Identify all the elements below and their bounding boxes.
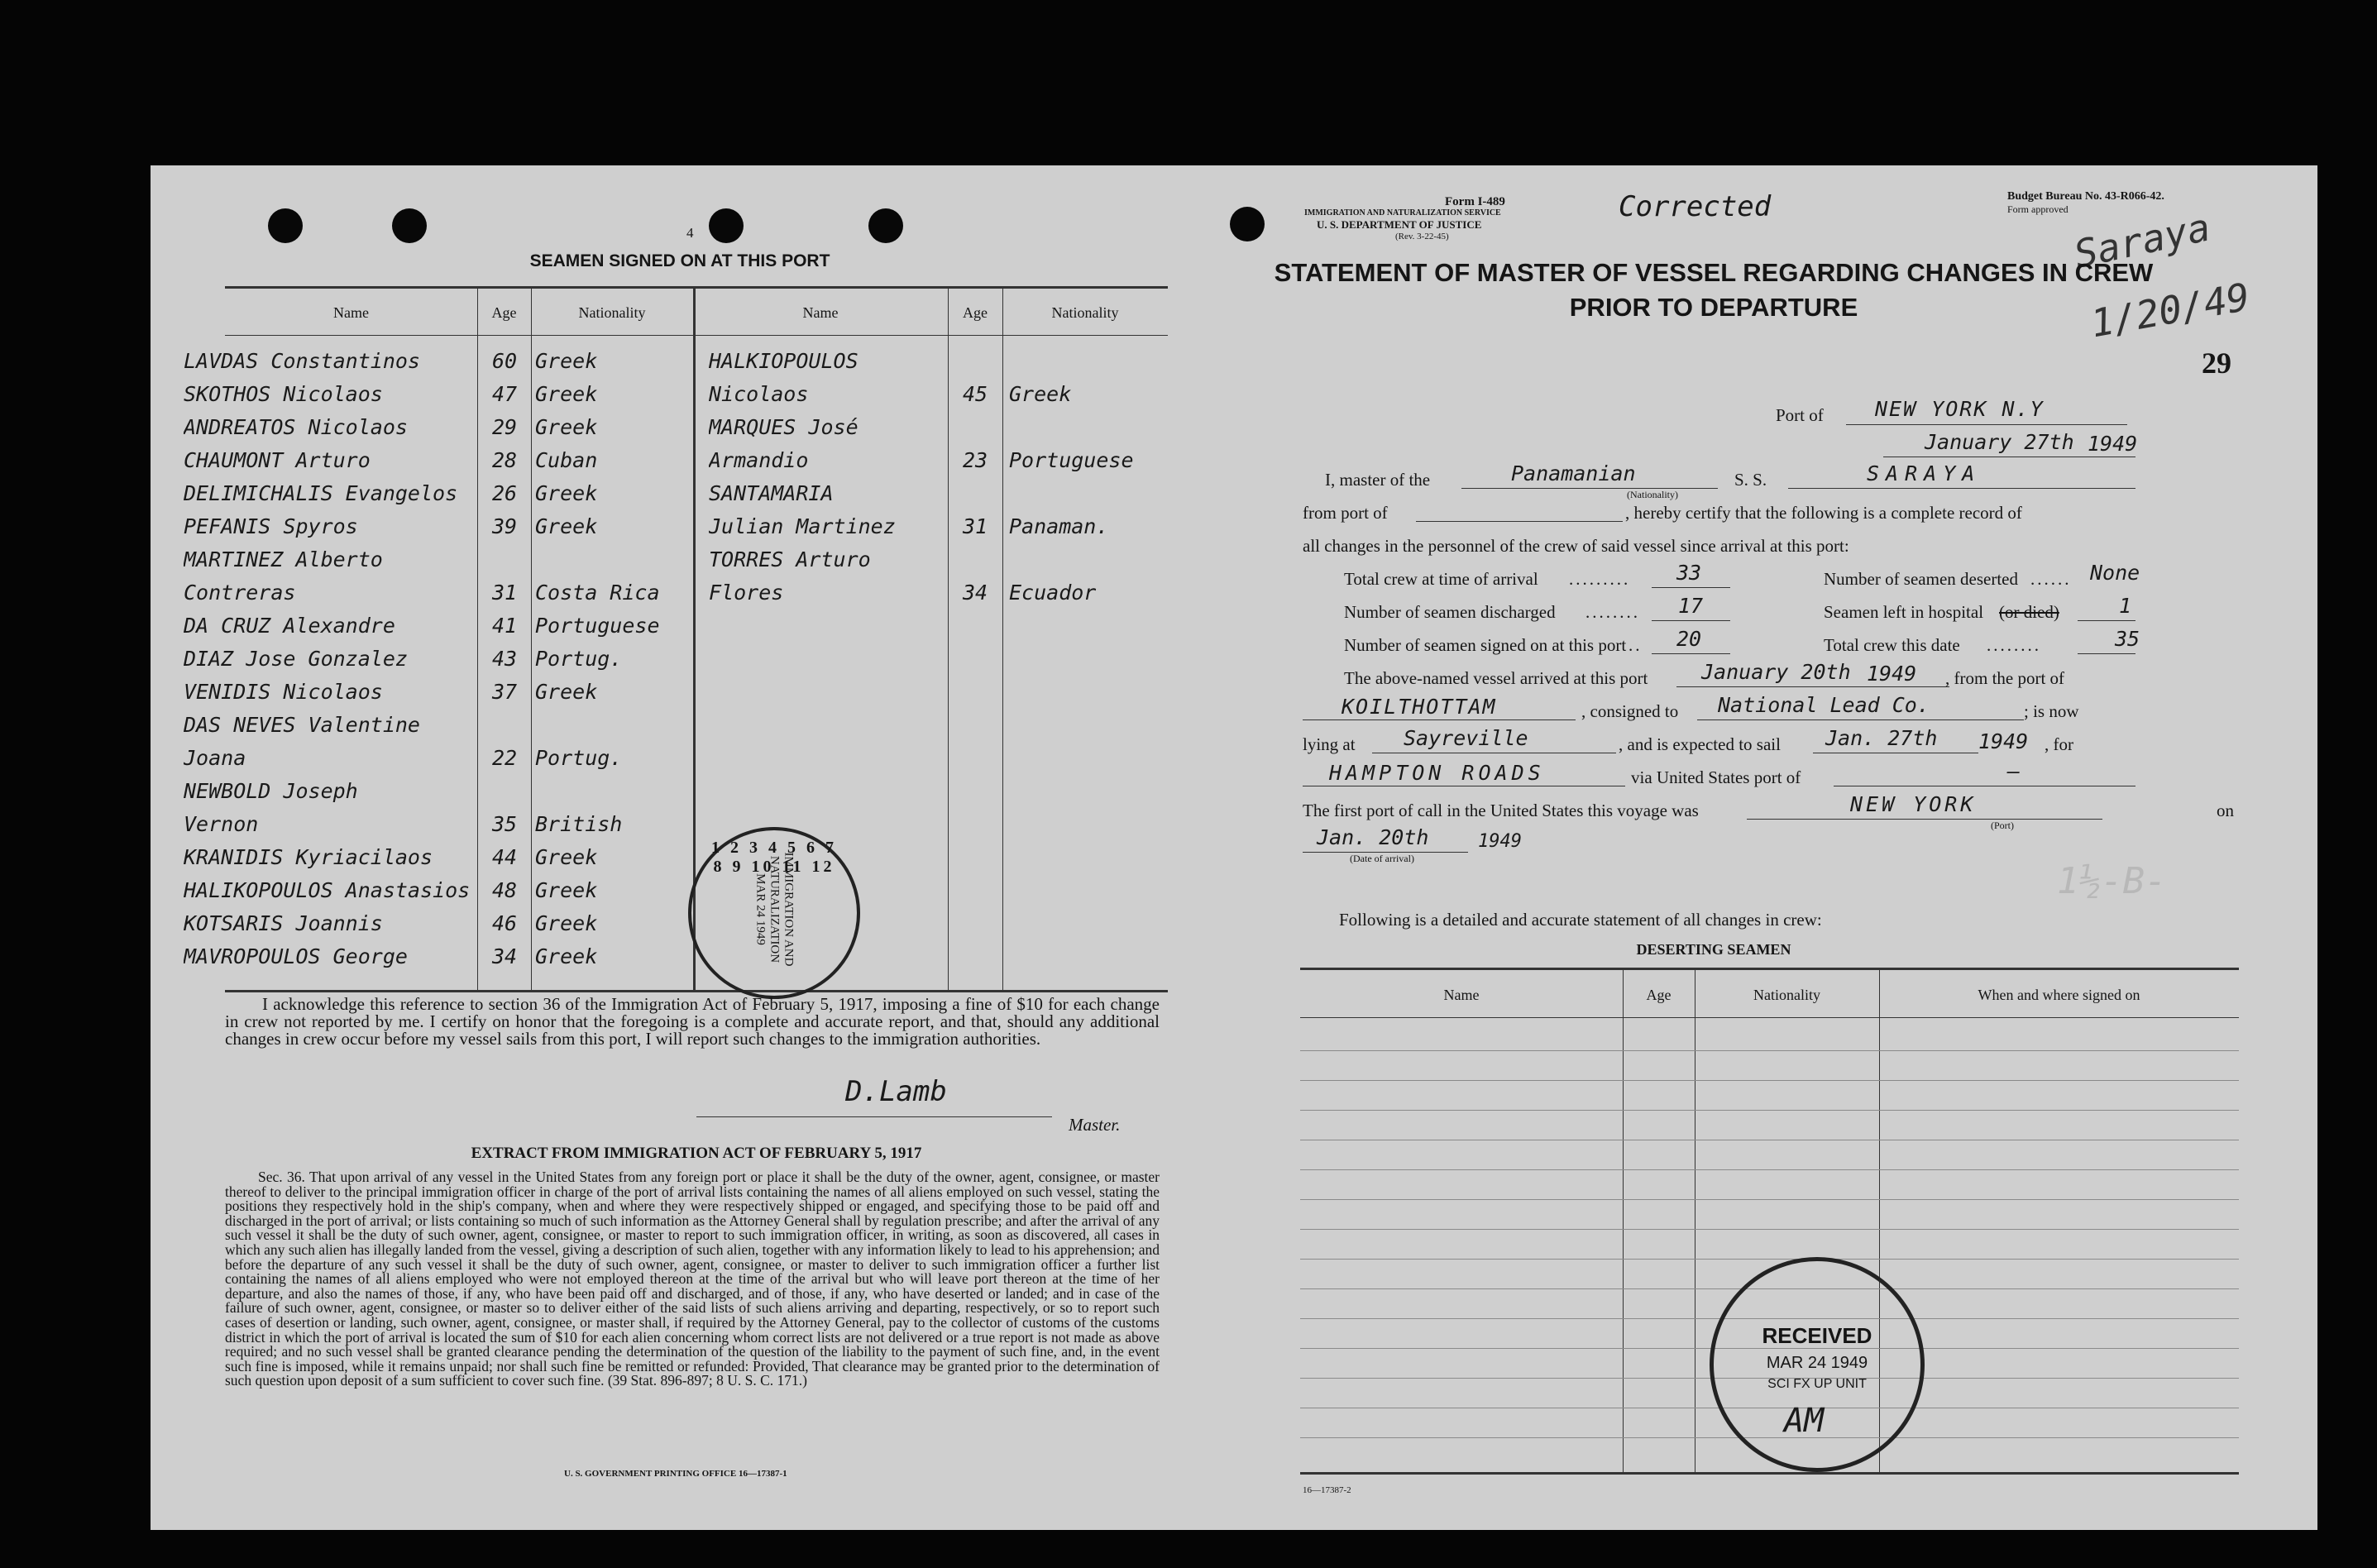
col-header-nationality: Nationality — [578, 304, 646, 321]
total-crew-arrival-label: Total crew at time of arrival — [1344, 569, 1538, 589]
crew-name: Nicolaos — [709, 382, 809, 406]
master-label: Master. — [1069, 1115, 1121, 1135]
crew-age: 60 — [491, 349, 518, 373]
crew-name: Julian Martinez — [709, 514, 896, 538]
table-bottom-rule — [1300, 1472, 2239, 1475]
crew-nat: Ecuador — [1009, 581, 1097, 605]
corrected-note: Corrected — [1619, 190, 1772, 223]
port-line — [1846, 424, 2127, 425]
value-line — [2078, 653, 2135, 654]
punch-hole — [392, 208, 427, 243]
page-number: 29 — [2202, 347, 2231, 380]
punch-hole — [268, 208, 303, 243]
lying-at: Sayreville — [1404, 726, 1528, 750]
consignee-line — [1697, 719, 2024, 720]
col-header-age: Age — [963, 304, 988, 321]
on-label: on — [2217, 801, 2234, 820]
ship-name: SARAYA — [1867, 461, 1982, 485]
first-port-line — [1747, 819, 2102, 820]
crew-nat: Greek — [535, 349, 598, 373]
crew-name: ANDREATOS Nicolaos — [184, 415, 408, 439]
crew-name: TORRES Arturo — [709, 547, 871, 571]
crew-age: 31 — [491, 581, 518, 605]
stamp-text: IMMIGRATION AND NATURALIZATION MAR 24 1949 — [753, 852, 796, 967]
statement-title-line2: PRIOR TO DEPARTURE — [1569, 293, 1858, 322]
deserted-label: Number of seamen deserted — [1824, 569, 2018, 589]
crew-name: KOTSARIS Joannis — [184, 911, 383, 935]
received-stamp-unit: SCI FX UP UNIT — [1767, 1377, 1867, 1391]
signed-on: 20 — [1676, 627, 1702, 651]
for-label: , for — [2045, 734, 2073, 754]
crew-age: 44 — [491, 845, 518, 869]
master-of-label: I, master of the — [1325, 470, 1431, 490]
col-divider — [1623, 968, 1624, 1472]
arrived-year: 1949 — [1867, 662, 1917, 686]
total-crew-date: 35 — [2115, 627, 2140, 651]
received-stamp-date: MAR 24 1949 — [1766, 1354, 1868, 1372]
punch-hole — [709, 208, 744, 243]
budget-bureau: Budget Bureau No. 43-R066-42. — [2007, 190, 2164, 203]
revision: (Rev. 3-22-45) — [1395, 232, 1449, 241]
crew-age: 22 — [491, 746, 518, 770]
left-page — [151, 165, 1246, 1530]
crew-nat: British — [535, 812, 623, 836]
crew-name: KRANIDIS Kyriacilaos — [184, 845, 433, 869]
now-label: ; is now — [2024, 701, 2079, 721]
destination: HAMPTON ROADS — [1329, 761, 1545, 785]
date-value: January 27th — [1925, 430, 2074, 454]
sail-date: Jan. 27th — [1825, 726, 1938, 750]
nationality-line — [1461, 488, 1718, 489]
immigration-stamp — [688, 827, 860, 999]
value-line — [1652, 653, 1730, 654]
crew-age: 43 — [491, 647, 518, 671]
arrived-line — [1676, 686, 1949, 687]
crew-age: 23 — [962, 448, 988, 472]
crew-age: 37 — [491, 680, 518, 704]
signed-on-label: Number of seamen signed on at this port — [1344, 635, 1627, 655]
crew-age: 28 — [491, 448, 518, 472]
col-header-age: Age — [1646, 987, 1672, 1003]
crew-name: DAS NEVES Valentine — [184, 713, 420, 737]
origin-port: KOILTHOTTAM — [1342, 695, 1497, 719]
date-caption: (Date of arrival) — [1350, 853, 1414, 864]
page-number: 4 — [686, 225, 694, 241]
crew-age: 34 — [962, 581, 988, 605]
crew-nat: Cuban — [535, 448, 598, 472]
col-header-name: Name — [333, 304, 369, 321]
crew-nat: Greek — [535, 415, 598, 439]
margin-note-date: 1/20/49 — [2087, 274, 2254, 347]
following-text: Following is a detailed and accurate statement of all changes in crew: — [1339, 910, 1822, 930]
expected-label: , and is expected to sail — [1619, 734, 1781, 754]
crew-name: CHAUMONT Arturo — [184, 448, 371, 472]
total-crew-date-label: Total crew this date — [1824, 635, 1960, 655]
col-divider — [1002, 286, 1003, 990]
nationality-value: Panamanian — [1511, 461, 1636, 485]
crew-name: DELIMICHALIS Evangelos — [184, 481, 458, 505]
crew-nat: Greek — [535, 878, 598, 902]
crew-name: HALIKOPOULOS Anastasios — [184, 878, 471, 902]
received-stamp-label: RECEIVED — [1762, 1323, 1872, 1348]
crew-name: Joana — [184, 746, 246, 770]
sail-year: 1949 — [1978, 729, 2029, 753]
crew-nat: Costa Rica — [535, 581, 660, 605]
punch-hole — [1230, 207, 1265, 241]
crew-name: DA CRUZ Alexandre — [184, 614, 395, 638]
printing-office: U. S. GOVERNMENT PRINTING OFFICE 16—17387-1 — [564, 1469, 787, 1479]
crew-age: 29 — [491, 415, 518, 439]
stamp-digits: 1 2 3 4 5 6 7 8 9 10 11 12 — [711, 839, 837, 876]
extract-title: EXTRACT FROM IMMIGRATION ACT OF FEBRUARY 5, 1917 — [471, 1145, 922, 1162]
col-header-name: Name — [802, 304, 839, 321]
crew-name: SANTAMARIA — [709, 481, 834, 505]
consigned-label: , consigned to — [1581, 701, 1679, 721]
arrival-date: Jan. 20th — [1317, 825, 1429, 849]
table-header-rule — [1300, 1017, 2239, 1018]
origin-line — [1303, 719, 1576, 720]
leader-dots: ...... — [2030, 569, 2072, 589]
crew-nat: Greek — [535, 481, 598, 505]
crew-nat: Greek — [535, 514, 598, 538]
from-port-of-label: , from the port of — [1945, 668, 2065, 688]
col-header-nationality: Nationality — [1753, 987, 1820, 1003]
extract-text: Sec. 36. That upon arrival of any vessel in the United States from any foreign port or place it shall be the duty of the owner, agent, consignee, or master thereof to deliver to the principal immigration officer in charge of the port of arrival lists containing the names of all aliens employed on such vessel, stating the positions they respectively hold in the ship's company, when and where they were respectively shipped or engaged, and specifying those to be paid off and discharged in the port of arrival; or lists containing so much of such information as the Attorney General shall by regulation prescribe; and after the arrival of any such vessel it shall be the duty of such owner, agent, consignee, or master to report to such immigration officer, in writing, as soon as discovered, all cases in which any such alien has illegally landed from the vessel, giving a description of such alien, together with any information likely to lead to his apprehension; and before the departure of any such vessel it shall be the duty of such owner, agent, consignee, or master to deliver to such immigration officer a further list containing the names of all aliens employed who were not employed thereon at the time of the arrival but who will leave port thereon at the time of her departure, and also the names of those, if any, who have been paid off and discharged, and of those, if any, who have deserted or landed; and in case of the failure of such owner, agent, consignee, or master so to deliver either of the said lists of such aliens arriving and departing, respectively, or so to report such cases of desertion or landing, such owner, agent, consignee, or master shall, if required by the Attorney General, pay to the collector of customs of the customs district in which the port of arrival is located the sum of $10 for each alien concerning whom correct lists are not delivered or a true report is not made as above required; and no such vessel shall be granted clearance pending the determination of the question of the liability to the payment of such fine, and, in the event such fine is imposed, while it remains unpaid; nor shall such fine be remitted or refunded: Provided, That clearance may be granted prior to the determination of such question upon deposit of a sum sufficient to cover such fine. (39 Stat. 896-897; 8 U. S. C. 171.) — [225, 1169, 1160, 1389]
table-row — [1300, 1110, 2239, 1111]
consignee: National Lead Co. — [1718, 693, 1930, 717]
crew-nat: Portug. — [535, 746, 623, 770]
crew-nat: Greek — [535, 944, 598, 968]
arrived-value: January 20th — [1701, 660, 1851, 684]
arrival-year: 1949 — [1478, 831, 1522, 852]
date-year: 1949 — [2088, 432, 2138, 456]
value-line — [2078, 620, 2135, 621]
crew-name: SKOTHOS Nicolaos — [184, 382, 383, 406]
section-title: SEAMEN SIGNED ON AT THIS PORT — [529, 251, 830, 270]
from-port-line — [1416, 521, 1623, 522]
crew-age: 39 — [491, 514, 518, 538]
table-header-rule — [225, 335, 1168, 336]
table-row — [1300, 1050, 2239, 1051]
master-signature: D.Lamb — [845, 1075, 947, 1108]
first-port: NEW YORK — [1850, 792, 1977, 816]
value-line — [1652, 620, 1730, 621]
hospital: 1 — [2119, 594, 2132, 618]
lying-at-label: lying at — [1303, 734, 1356, 754]
crew-name: Contreras — [184, 581, 296, 605]
leader-dots: .. — [1629, 635, 1643, 655]
crew-name: Armandio — [709, 448, 809, 472]
agency-line1: IMMIGRATION AND NATURALIZATION SERVICE — [1304, 208, 1501, 218]
agency-line2: U. S. DEPARTMENT OF JUSTICE — [1317, 218, 1482, 231]
total-crew-arrival: 33 — [1676, 561, 1702, 585]
deserted: None — [2090, 561, 2140, 585]
from-port-label: from port of — [1303, 503, 1388, 523]
table-row — [1300, 1229, 2239, 1230]
ss-label: S. S. — [1734, 470, 1767, 490]
discharged-label: Number of seamen discharged — [1344, 602, 1556, 622]
crew-age: 41 — [491, 614, 518, 638]
received-initials: AM — [1784, 1402, 1825, 1440]
crew-age: 31 — [962, 514, 988, 538]
hospital-strike: (or died) — [1999, 602, 2059, 622]
form-footer: 16—17387-2 — [1303, 1485, 1351, 1495]
nationality-caption: (Nationality) — [1627, 489, 1678, 500]
table-bottom-rule — [225, 990, 1168, 992]
hospital-label: Seamen left in hospital — [1824, 602, 1984, 622]
crew-nat: Greek — [535, 680, 598, 704]
col-header-nationality: Nationality — [1051, 304, 1119, 321]
value-line — [1652, 587, 1730, 588]
crew-age: 47 — [491, 382, 518, 406]
table-top-rule — [225, 286, 1168, 289]
table-row — [1300, 1080, 2239, 1081]
col-header-age: Age — [491, 304, 517, 321]
col-header-signed-on: When and where signed on — [1978, 987, 2140, 1003]
crew-nat: Greek — [1009, 382, 1072, 406]
port-caption: (Port) — [1991, 820, 2014, 831]
acknowledgement-text: I acknowledge this reference to section 36 of the Immigration Act of February 5, 1917, imposing a fine of $10 for each change in crew not reported by me. I certify on honor that the foregoing is a complete and accurate report, and that, should any additional changes in crew occur before my vessel sails from this port, I will report such changes to the immigration authorities. — [225, 994, 1160, 1049]
leader-dots: ........ — [1987, 635, 2041, 655]
via-label: via United States port of — [1631, 767, 1801, 787]
table-row — [1300, 1199, 2239, 1200]
crew-name: VENIDIS Nicolaos — [184, 680, 383, 704]
leader-dots: ......... — [1569, 569, 1631, 589]
deserting-title: DESERTING SEAMEN — [1636, 941, 1791, 958]
first-port-label: The first port of call in the United States this voyage was — [1303, 801, 1699, 820]
crew-nat: Greek — [535, 845, 598, 869]
right-page — [1238, 165, 2317, 1530]
crew-age: 34 — [491, 944, 518, 968]
crew-nat: Portuguese — [535, 614, 660, 638]
form-number: Form I-489 — [1445, 195, 1505, 208]
crew-age: 45 — [962, 382, 988, 406]
certify-text: , hereby certify that the following is a complete record of — [1625, 503, 2022, 523]
crew-name: Flores — [709, 581, 784, 605]
crew-nat: Greek — [535, 911, 598, 935]
punch-hole — [868, 208, 903, 243]
crew-age: 46 — [491, 911, 518, 935]
crew-name: MARQUES José — [709, 415, 858, 439]
crew-nat: Portuguese — [1009, 448, 1134, 472]
crew-age: 48 — [491, 878, 518, 902]
crew-age: 35 — [491, 812, 518, 836]
certify-text2: all changes in the personnel of the crew of said vessel since arrival at this port: — [1303, 536, 1849, 556]
via-value: — — [2007, 759, 2021, 783]
pencil-note: 1½-B- — [2057, 860, 2167, 902]
table-top-rule — [1300, 968, 2239, 970]
crew-nat: Panaman. — [1009, 514, 1109, 538]
form-approved: Form approved — [2007, 203, 2069, 215]
statement-title-line1: STATEMENT OF MASTER OF VESSEL REGARDING CHANGES IN CREW — [1274, 258, 2154, 287]
port-of-value: NEW YORK N.Y — [1875, 397, 2045, 421]
crew-name: MAVROPOULOS George — [184, 944, 408, 968]
crew-nat: Portug. — [535, 647, 623, 671]
margin-note-name: Saraya — [2070, 204, 2214, 277]
received-stamp — [1710, 1257, 1925, 1472]
crew-name: LAVDAS Constantinos — [184, 349, 420, 373]
port-of-label: Port of — [1776, 405, 1824, 425]
table-row — [1300, 1259, 2239, 1260]
arrived-label: The above-named vessel arrived at this port — [1344, 668, 1648, 688]
crew-name: Vernon — [184, 812, 259, 836]
table-row — [1300, 1169, 2239, 1170]
leader-dots: ........ — [1585, 602, 1640, 622]
crew-name: PEFANIS Spyros — [184, 514, 358, 538]
crew-name: NEWBOLD Joseph — [184, 779, 358, 803]
ship-line — [1788, 488, 2135, 489]
signature-line — [696, 1116, 1052, 1117]
crew-name: DIAZ Jose Gonzalez — [184, 647, 408, 671]
crew-name: HALKIOPOULOS — [709, 349, 858, 373]
discharged: 17 — [1678, 594, 1704, 618]
crew-name: MARTINEZ Alberto — [184, 547, 383, 571]
col-header-name: Name — [1443, 987, 1480, 1003]
col-divider — [531, 286, 532, 990]
crew-nat: Greek — [535, 382, 598, 406]
crew-age: 26 — [491, 481, 518, 505]
